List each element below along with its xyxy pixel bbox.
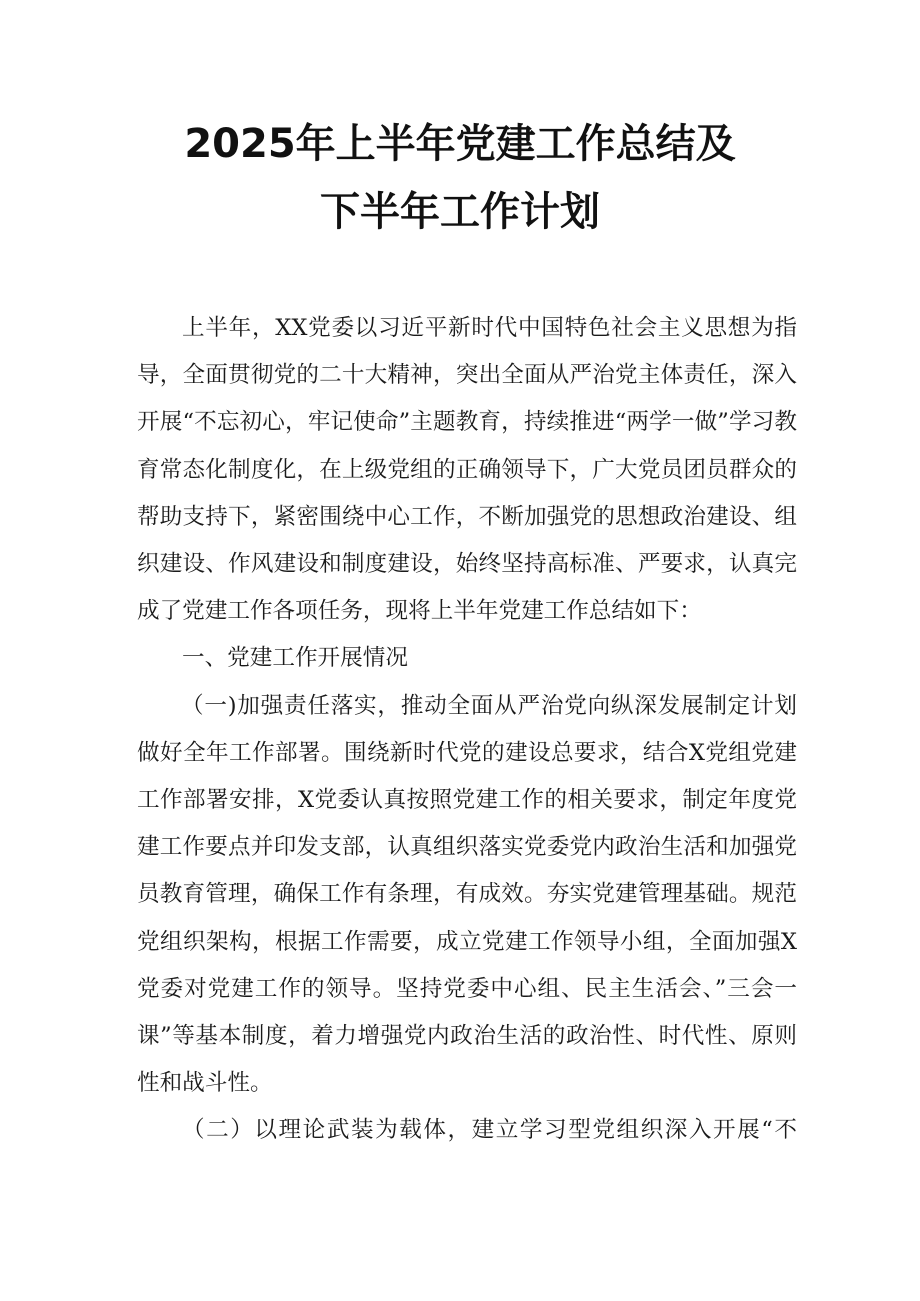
document-title-line-2: 下半年工作计划 <box>320 189 600 235</box>
subsection-paragraph-2: （二）以理论武装为载体，建立学习型党组织深入开展“不 <box>182 1117 797 1144</box>
subsection-paragraph-1: （一)加强责任落实，推动全面从严治党向纵深发展制定计划做好全年工作部署。围绕新时代党的建设总要求，结合X党组党建工作部署安排，X党委认真按照党建工作的相关要求，制定年度党建工作要点并印发支部，认真组织落实党委党内政治生活和加强党员教育管理，确保工作有条理，有成效。夯实党建管理基础。规范党组织架构，根据工作需要，成立党建工作领导小组，全面加强X党委对党建工作的领导。坚持党委中心组、民主生活会、”三会一课”等基本制度，着力增强党内政治生活的政治性、时代性、原则性和战斗性。 <box>137 692 797 1097</box>
document-title-line-1: 2025年上半年党建工作总结及 <box>184 121 736 167</box>
section-heading-1: 一、党建工作开展情况 <box>182 645 408 672</box>
document-body <box>137 305 797 1154</box>
intro-paragraph: 上半年，XX党委以习近平新时代中国特色社会主义思想为指导，全面贯彻党的二十大精神，突出全面从严治党主体责任，深入开展“不忘初心，牢记使命”主题教育，持续推进“两学一做”学习教育常态化制度化，在上级党组的正确领导下，广大党员团员群众的帮助支持下，紧密围绕中心工作，不断加强党的思想政治建设、组织建设、作风建设和制度建设，始终坚持高标准、严要求，认真完成了党建工作各项任务，现将上半年党建工作总结如下： <box>137 315 797 625</box>
